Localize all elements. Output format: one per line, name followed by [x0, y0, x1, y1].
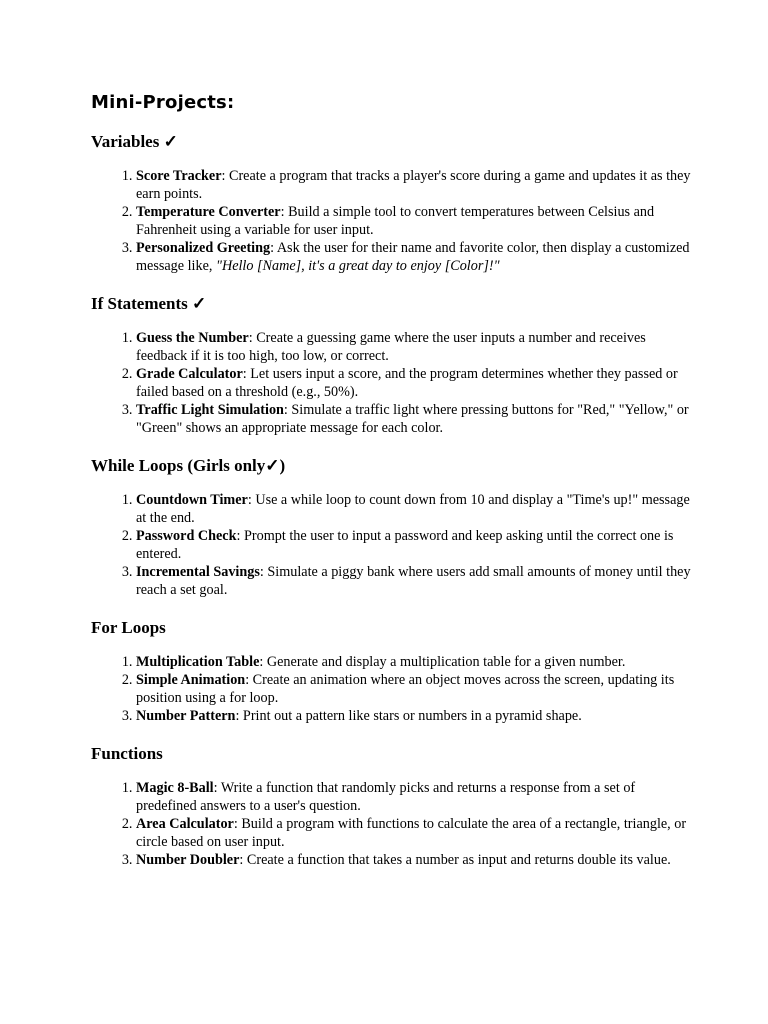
project-name: Personalized Greeting [136, 240, 271, 256]
project-list [91, 491, 691, 599]
list-item [136, 527, 691, 563]
project-list [91, 653, 691, 725]
project-description: : Create a guessing game where the user inputs a number and receives feedback if it is too high, too low, or correct. [136, 330, 646, 364]
example-quote: "Hello [Name], it's a great day to enjoy [Color]!" [215, 258, 500, 274]
project-list [91, 779, 691, 869]
document-page [91, 91, 691, 887]
project-name: Score Tracker [136, 168, 222, 184]
project-description: : Create a program that tracks a player's score during a game and updates it as they earn points. [136, 168, 691, 202]
list-item [136, 779, 691, 815]
list-item [136, 239, 691, 275]
project-name: Simple Animation [136, 672, 246, 688]
list-item [136, 203, 691, 239]
section-heading: Functions [91, 744, 163, 763]
section-if-statements [91, 293, 691, 437]
project-description: : Let users input a score, and the program determines whether they passed or failed based on a threshold (e.g., 50%). [136, 366, 678, 400]
project-description: : Use a while loop to count down from 10 and display a "Time's up!" message at the end. [136, 492, 690, 526]
project-description: : Print out a pattern like stars or numbers in a pyramid shape. [235, 708, 582, 724]
section-heading: For Loops [91, 618, 166, 637]
section-heading: Variables ✓ [91, 132, 178, 151]
project-description: : Generate and display a multiplication table for a given number. [259, 654, 626, 670]
list-item [136, 401, 691, 437]
project-description: : Write a function that randomly picks and returns a response from a set of predefined answers to a user's question. [136, 780, 636, 814]
project-name: Magic 8-Ball [136, 780, 214, 796]
project-name: Multiplication Table [136, 654, 260, 670]
project-name: Area Calculator [136, 816, 234, 832]
section-while-loops [91, 455, 691, 599]
list-item [136, 329, 691, 365]
list-item [136, 491, 691, 527]
project-description: : Create a function that takes a number as input and returns double its value. [239, 852, 671, 868]
project-name: Temperature Converter [136, 204, 281, 220]
list-item [136, 707, 691, 725]
project-name: Incremental Savings [136, 564, 260, 580]
list-item [136, 167, 691, 203]
section-functions [91, 743, 691, 869]
project-name: Guess the Number [136, 330, 249, 346]
project-list [91, 329, 691, 437]
project-name: Number Pattern [136, 708, 236, 724]
list-item [136, 365, 691, 401]
project-name: Password Check [136, 528, 237, 544]
project-name: Traffic Light Simulation [136, 402, 284, 418]
project-description: : Build a simple tool to convert temperatures between Celsius and Fahrenheit using a variable for user input. [136, 204, 655, 238]
document-title: Mini-Projects: [91, 92, 235, 113]
project-list [91, 167, 691, 275]
project-description: : Simulate a piggy bank where users add small amounts of money until they reach a set goal. [136, 564, 691, 598]
project-name: Grade Calculator [136, 366, 243, 382]
project-name: Countdown Timer [136, 492, 248, 508]
project-description: : Create an animation where an object moves across the screen, updating its position using a for loop. [136, 672, 675, 706]
project-description: : Prompt the user to input a password and keep asking until the correct one is entered. [136, 528, 674, 562]
project-description: : Build a program with functions to calculate the area of a rectangle, triangle, or circle based on user input. [136, 816, 687, 850]
list-item [136, 815, 691, 851]
list-item [136, 851, 691, 869]
project-description: : Ask the user for their name and favorite color, then display a customized message like, [136, 240, 690, 274]
section-for-loops [91, 617, 691, 725]
section-variables [91, 131, 691, 275]
section-heading: If Statements ✓ [91, 294, 207, 313]
list-item [136, 653, 691, 671]
list-item [136, 563, 691, 599]
section-heading: While Loops (Girls only✓) [91, 456, 286, 475]
project-description: : Simulate a traffic light where pressing buttons for "Red," "Yellow," or "Green" shows an appropriate message for each color. [136, 402, 689, 436]
project-name: Number Doubler [136, 852, 240, 868]
list-item [136, 671, 691, 707]
